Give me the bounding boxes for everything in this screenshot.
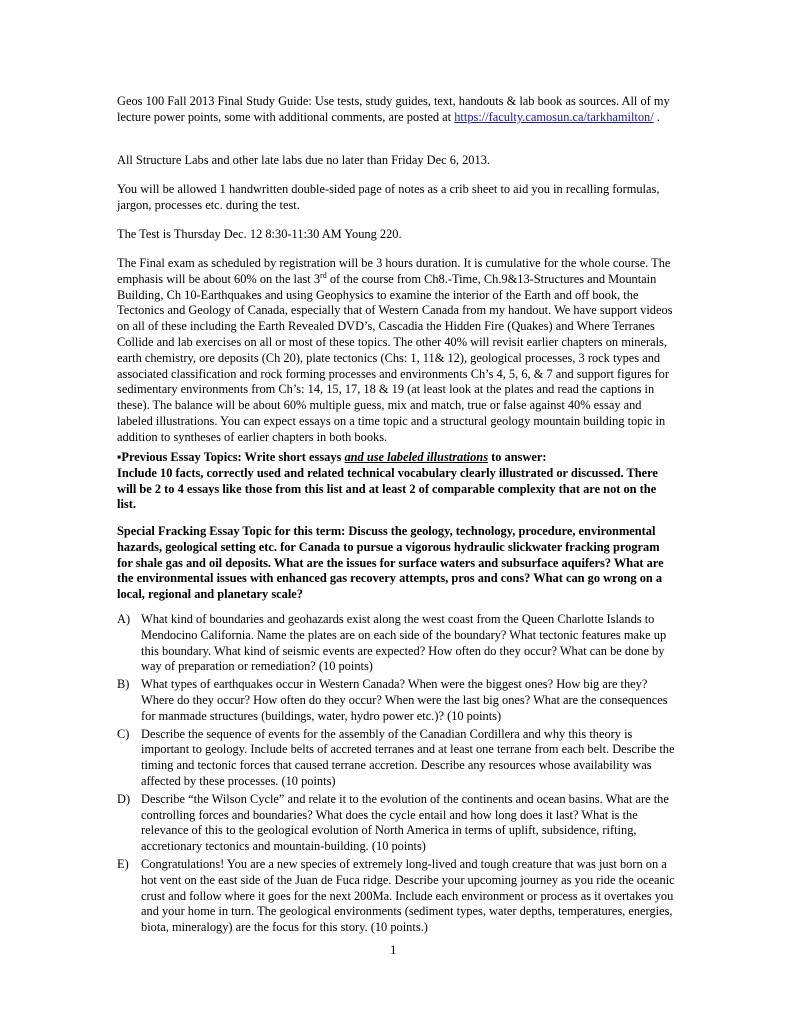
intro-trailing: . bbox=[653, 109, 660, 124]
essay-question-list bbox=[117, 612, 677, 938]
question-text: Describe the sequence of events for the assembly of the Canadian Cordillera and why this theory is important to geology. Include belts of accreted terranes and at least one terrane from each belt. Describe the timing and tectonic forces that caused terrane accretion. Describe any resources whose availability was affected by these processes. (10 points) bbox=[141, 726, 675, 788]
lecture-link[interactable]: https://faculty.camosun.ca/tarkhamilton/ bbox=[454, 109, 654, 124]
final-exam-superscript: rd bbox=[320, 270, 327, 280]
essay-question-d bbox=[117, 792, 677, 855]
question-text: What types of earthquakes occur in Western Canada? When were the biggest ones? How big are they? Where do they occur? How often do they occur? When were the last big ones? What are the consequences for manmade structures (buildings, water, hydro power etc.)? (10 points) bbox=[141, 677, 668, 723]
question-letter: D) bbox=[117, 791, 131, 806]
page-number: 1 bbox=[390, 942, 397, 957]
intro-paragraph bbox=[117, 94, 677, 126]
intro-text: Geos 100 Fall 2013 Final Study Guide: Use tests, study guides, text, handouts & lab book as sources. All of my lecture power points, some with additional comments, are posted at bbox=[117, 94, 670, 124]
question-text: Congratulations! You are a new species of extremely long-lived and tough creature that was just born on a hot vent on the east side of the Juan de Fuca ridge. Describe your upcoming journey as you ride the oceanic crust and follow where it goes for the next 200Ma. Include each environment or process as it overtakes you and your home in turn. The geological environments (sediment types, water depths, temperatures, energies, biota, mineralogy) are the focus for this story. (10 points.) bbox=[141, 856, 675, 935]
question-letter: B) bbox=[117, 677, 130, 692]
previous-topics-paragraph bbox=[117, 450, 677, 513]
notes-allowed-paragraph: You will be allowed 1 handwritten double-sided page of notes as a crib sheet to aid you in recalling formulas, jargon, processes etc. during the test. bbox=[117, 182, 660, 212]
essay-question-b bbox=[117, 677, 677, 724]
question-letter: E) bbox=[117, 856, 129, 871]
labs-due-paragraph: All Structure Labs and other late labs due no later than Friday Dec 6, 2013. bbox=[117, 153, 490, 167]
final-exam-text-1: The Final exam as scheduled by registration will be 3 hours duration. It is cumulative for the whole course. The emphasis will be about 60% on the last 3 bbox=[117, 256, 671, 286]
bullet-icon: ▪ bbox=[117, 450, 122, 464]
question-text: What kind of boundaries and geohazards exist along the west coast from the Queen Charlotte Islands to Mendocino California. Name the plates are on each side of the boundary? What tectonic features make up this boundary. What kind of seismic events are expected? How often do they occur? What can be done by way of preparation or remediation? (10 points) bbox=[141, 612, 667, 674]
previous-topics-emphasis: and use labeled illustrations bbox=[344, 450, 489, 464]
essay-question-a bbox=[117, 612, 677, 675]
question-letter: C) bbox=[117, 726, 130, 741]
fracking-topic-paragraph: Special Fracking Essay Topic for this term: Discuss the geology, technology, procedure, environmental hazards, geological setting etc. for Canada to pursue a vigorous hydraulic slickwater fracking program for shale gas and oil deposits. What are the issues for surface waters and subsurface aquifers? What are the environmental issues with enhanced gas recovery attempts, pros and cons? What can go wrong on a local, regional and planetary scale? bbox=[117, 524, 664, 602]
final-exam-text-2: of the course from Ch8.-Time, Ch.9&13-Structures and Mountain Building, Ch 10-Earthquakes and using Geophysics to examine the interior of the Earth and off book, the Tectonics and Geology of Canada, especially that of Western Canada from my handout. We have support videos on all of these including the Earth Revealed DVD’s, Cascadia the Hidden Fire (Quakes) and Where Terranes Collide and lab exercises on all or most of these topics. The other 40% will revisit earlier chapters on minerals, earth chemistry, ore deposits (Ch 20), plate tectonics (Chs: 1, 11& 12), geological processes, 3 rock types and associated classification and rock forming processes and environments Ch’s 4, 5, 6, & 7 and support figures for sedimentary environments from Ch’s: 14, 15, 17, 18 & 19 (at least look at the plates and read the captions in these). The balance will be about 60% multiple guess, mix and match, true or false against 40% essay and labeled illustrations. You can expect essays on a time topic and a structural geology mountain building topic in addition to syntheses of earlier chapters in both books. bbox=[117, 271, 673, 444]
question-letter: A) bbox=[117, 612, 131, 626]
previous-topics-lead: Previous Essay Topics: Write short essays bbox=[121, 450, 345, 464]
essay-question-c bbox=[117, 727, 677, 790]
test-time-paragraph: The Test is Thursday Dec. 12 8:30-11:30 AM Young 220. bbox=[117, 227, 402, 241]
essay-question-e bbox=[117, 857, 677, 936]
previous-topics-rest: Include 10 facts, correctly used and related technical vocabulary clearly illustrated or discussed. There will be 2 to 4 essays like those from this list and at least 2 of comparable complexity that are not on the list. bbox=[117, 465, 658, 512]
previous-topics-tail: to answer: bbox=[488, 450, 547, 464]
question-text: Describe “the Wilson Cycle” and relate it to the evolution of the continents and ocean basins. What are the controlling forces and boundaries? What does the cycle entail and how long does it last? What is the relevance of this to the geological evolution of North America in terms of uplift, subsidence, rifting, accretionary tectonics and mountain-building. (10 points) bbox=[141, 791, 669, 854]
final-exam-paragraph bbox=[117, 256, 677, 446]
